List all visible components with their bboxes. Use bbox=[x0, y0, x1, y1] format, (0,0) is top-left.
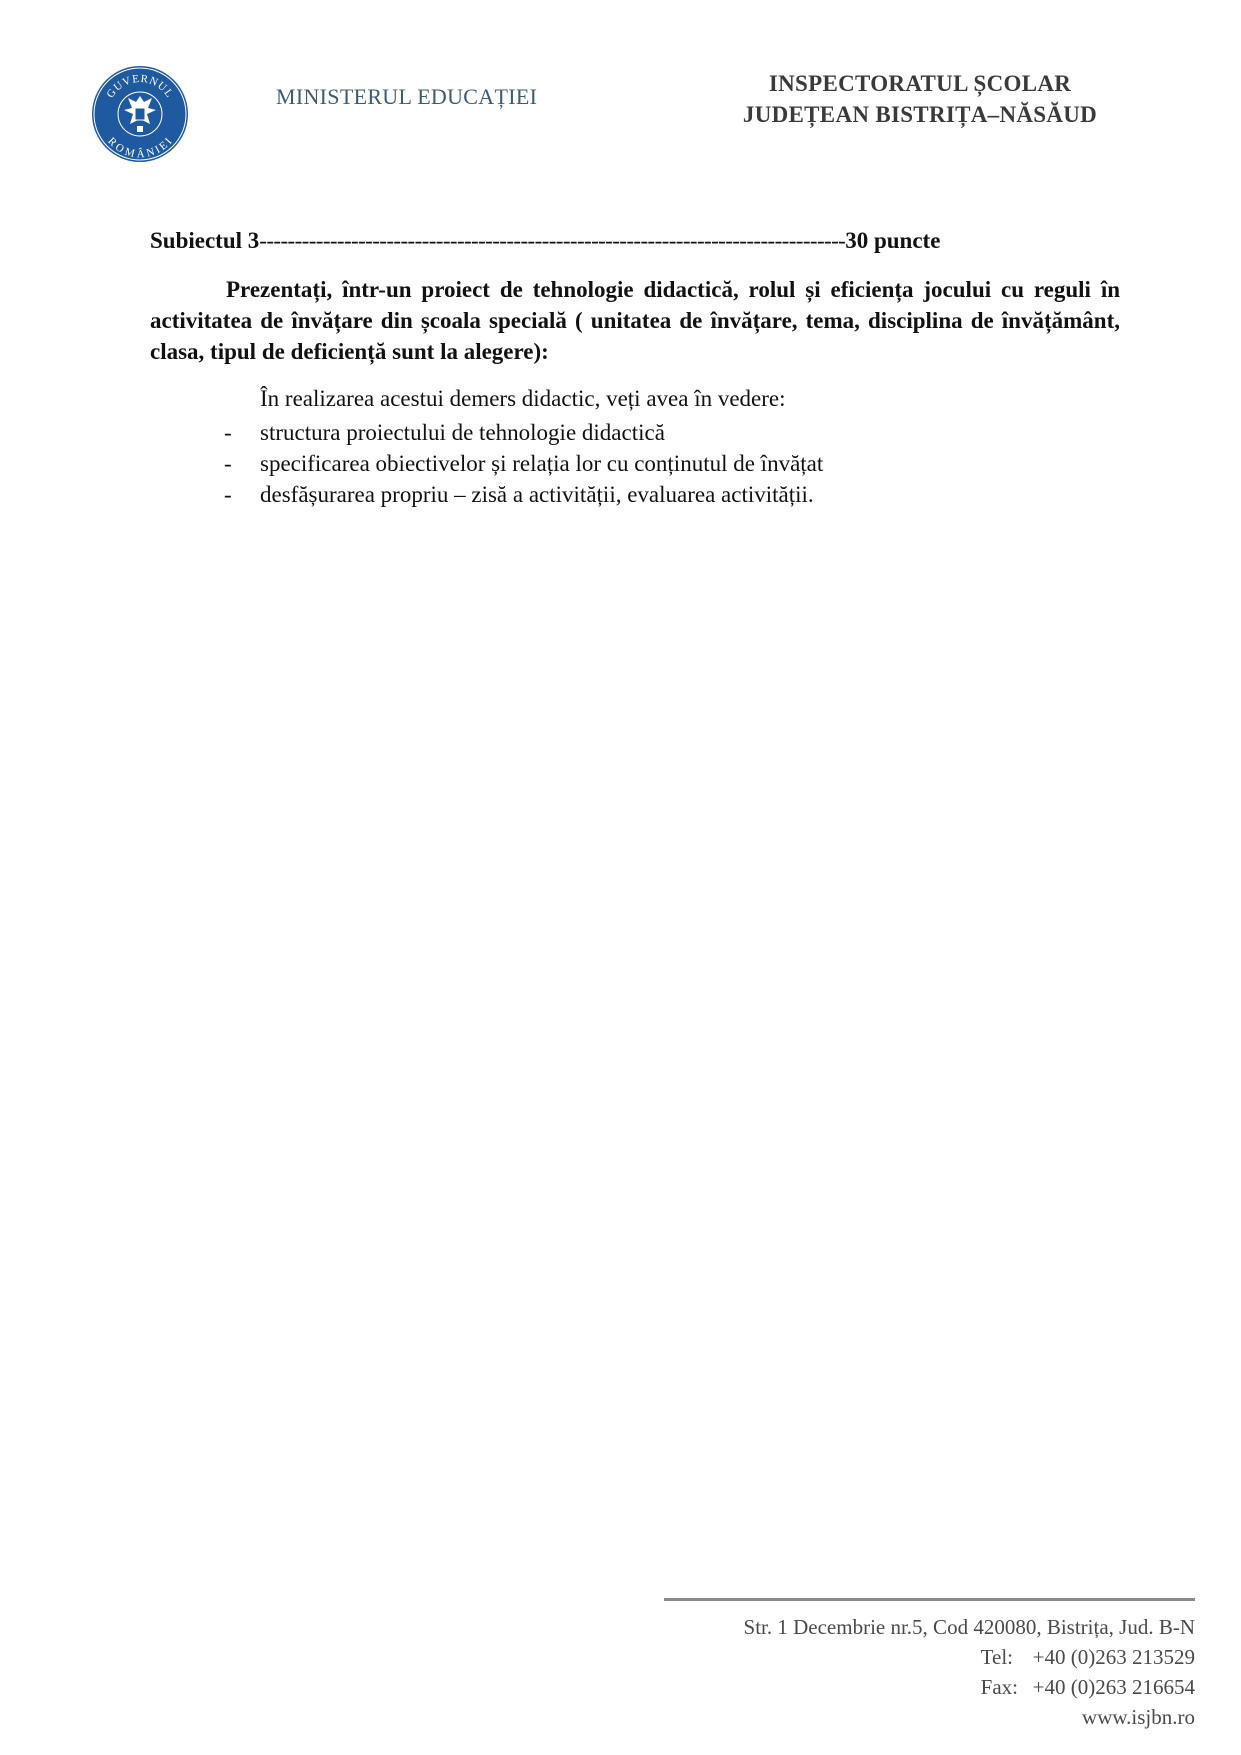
footer-website[interactable]: www.isjbn.ro bbox=[1082, 1705, 1195, 1729]
dash-bullet: - bbox=[224, 420, 232, 445]
question-text: Prezentați, într-un proiect de tehnologie didactică, rolul și eficiența jocului cu reguli în activitatea de învățare din școala specială ( unitatea de învățare, tema, disciplina de învățământ, clasa, tipul de deficiență sunt la alegere): bbox=[150, 277, 1120, 364]
footer-contact bbox=[635, 1612, 1195, 1732]
footer-divider bbox=[664, 1598, 1195, 1601]
seal-text-top: GUVERNUL bbox=[104, 72, 176, 101]
subject-points: 30 puncte bbox=[845, 228, 941, 253]
footer-phone bbox=[635, 1642, 1195, 1672]
phone-label: Tel: bbox=[980, 1645, 1014, 1669]
seal-text-bottom: ROMÂNIEI bbox=[105, 135, 176, 161]
list-item-text: desfășurarea propriu – zisă a activității, evaluarea activității. bbox=[260, 482, 814, 507]
instructions-intro: În realizarea acestui demers didactic, veți avea în vedere: bbox=[260, 386, 786, 411]
footer-address: Str. 1 Decembrie nr.5, Cod 420080, Bistrița, Jud. B-N bbox=[743, 1615, 1195, 1639]
list-item bbox=[220, 448, 823, 479]
government-seal-logo bbox=[90, 64, 190, 164]
instructions-list bbox=[220, 417, 823, 510]
inspectorate-line-1: INSPECTORATUL ȘCOLAR bbox=[768, 71, 1072, 96]
fax-number: +40 (0)263 216654 bbox=[1032, 1675, 1195, 1699]
inspectorate-name bbox=[700, 68, 1140, 130]
list-item-text: structura proiectului de tehnologie didactică bbox=[260, 420, 665, 445]
phone-number: +40 (0)263 213529 bbox=[1032, 1645, 1195, 1669]
list-item bbox=[220, 417, 823, 448]
inspectorate-line-2: JUDEȚEAN BISTRIȚA–NĂSĂUD bbox=[742, 102, 1098, 127]
dash-bullet: - bbox=[224, 451, 232, 476]
subject-label: Subiectul 3 bbox=[150, 228, 260, 253]
subject-heading bbox=[150, 228, 1085, 254]
footer-fax bbox=[635, 1672, 1195, 1702]
list-item-text: specificarea obiectivelor și relația lor cu conținutul de învățat bbox=[260, 451, 824, 476]
dash-bullet: - bbox=[224, 482, 232, 507]
ministry-name: MINISTERUL EDUCAȚIEI bbox=[276, 84, 538, 109]
list-item bbox=[220, 479, 823, 510]
subject-dash-leader: ----------------------------------------------------------------------------------- bbox=[259, 228, 846, 253]
fax-label: Fax: bbox=[980, 1675, 1018, 1699]
